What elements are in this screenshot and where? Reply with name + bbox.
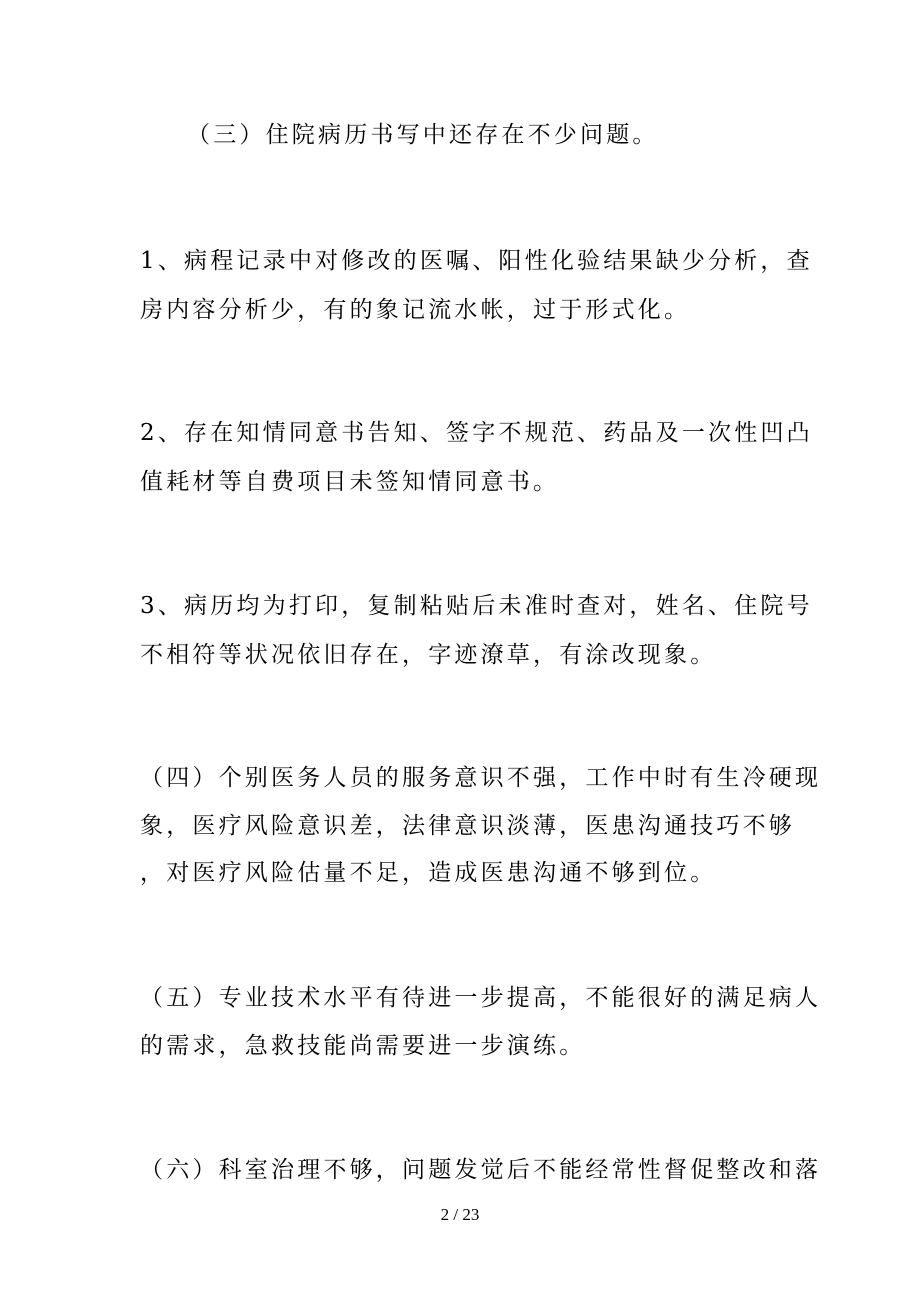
paragraph-line: （三）住院病历书写中还存在不少问题。 bbox=[187, 122, 659, 148]
paragraph-line: 房内容分析少，有的象记流水帐，过于形式化。 bbox=[140, 297, 691, 323]
paragraph-line: ，对医疗风险估量不足，造成医患沟通不够到位。 bbox=[140, 860, 717, 886]
paragraph-line: 不相符等状况依旧存在，字迹潦草，有涂改现象。 bbox=[140, 642, 717, 668]
paragraph-line: 的需求，急救技能尚需要进一步演练。 bbox=[140, 1033, 586, 1059]
paragraph-line: （五）专业技术水平有待进一步提高，不能很好的满足病人 bbox=[140, 985, 822, 1011]
paragraph-line: （六）科室治理不够，问题发觉后不能经常性督促整改和落 bbox=[140, 1157, 822, 1183]
paragraph-line: （四）个别医务人员的服务意识不强，工作中时有生冷硬现 bbox=[140, 765, 822, 791]
paragraph-line: 象，医疗风险意识差，法律意识淡薄，医患沟通技巧不够 bbox=[140, 813, 795, 839]
paragraph-line: 值耗材等自费项目未签知情同意书。 bbox=[140, 469, 560, 495]
page-number: 2 / 23 bbox=[440, 1205, 480, 1224]
paragraph-line: 3、病历均为打印，复制粘贴后未准时查对，姓名、住院号 bbox=[140, 593, 813, 619]
paragraph-line: 2、存在知情同意书告知、签字不规范、药品及一次性凹凸 bbox=[140, 420, 813, 446]
paragraph-line: 1、病程记录中对修改的医嘱、阳性化验结果缺少分析，查 bbox=[140, 248, 813, 274]
